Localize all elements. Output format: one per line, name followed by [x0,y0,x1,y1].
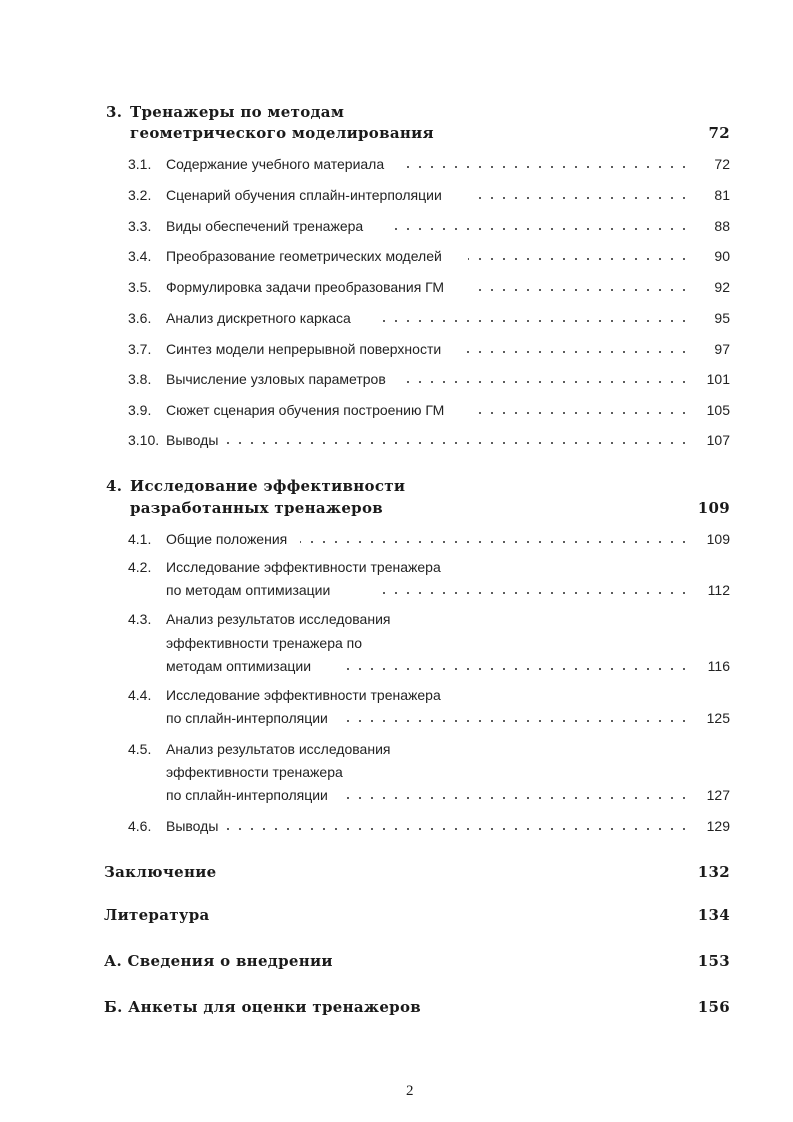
dot-leader [468,257,690,261]
chapter-4-title-line1[interactable]: Исследование эффективности [130,477,406,495]
section-page: 101 [706,371,730,387]
dot-leader [226,441,690,445]
section-number: 3.10. [128,432,160,448]
section-page: 92 [714,279,730,295]
section-number: 4.5. [128,741,152,757]
backmatter-page: 153 [697,952,730,970]
section-page: 109 [706,531,730,547]
dot-leader [464,350,690,354]
section-title-line: по методам оптимизации [166,582,331,598]
chapter-3-title-line1[interactable]: Тренажеры по методам [130,103,345,121]
dot-leader [474,288,690,292]
section-title-line: по сплайн-интерполяции [166,710,328,726]
section-number: 3.1. [128,156,152,172]
dot-leader [405,165,690,169]
section-number: 3.3. [128,218,152,234]
section-page: 88 [714,218,730,234]
section-page: 90 [714,248,730,264]
section-title: Общие положения [166,531,288,547]
dot-leader [393,227,690,231]
section-number: 3.8. [128,371,152,387]
backmatter-title: Заключение [104,863,217,881]
section-number: 3.9. [128,402,152,418]
dot-leader [342,667,690,671]
section-number: 4.2. [128,559,152,575]
backmatter-page: 134 [697,906,730,924]
section-title-line: эффективности тренажера [166,764,343,780]
section-title: Виды обеспечений тренажера [166,218,364,234]
section-title-line: Анализ результатов исследования [166,741,391,757]
dot-leader [342,796,690,800]
section-number: 3.6. [128,310,152,326]
section-title: Формулировка задачи преобразования ГМ [166,279,445,295]
backmatter-title: Б. Анкеты для оценки тренажеров [104,998,421,1016]
dot-leader [342,719,690,723]
section-title: Преобразование геометрических моделей [166,248,442,264]
section-number: 4.3. [128,611,152,627]
section-page: 97 [714,341,730,357]
dot-leader [300,540,690,544]
section-title-line: по сплайн-интерполяции [166,787,328,803]
backmatter-page: 156 [697,998,730,1016]
chapter-3-title-line2[interactable]: геометрического моделирования [130,124,434,142]
section-title-line: Исследование эффективности тренажера [166,687,441,703]
section-page: 129 [706,818,730,834]
page-number: 2 [406,1083,414,1099]
section-title: Синтез модели непрерывной поверхности [166,341,442,357]
section-title: Анализ дискретного каркаса [166,310,351,326]
section-number: 4.6. [128,818,152,834]
chapter-4-page: 109 [697,499,730,517]
chapter-3-number[interactable]: 3. [106,103,123,121]
section-title: Вычисление узловых параметров [166,371,386,387]
section-title-line: методам оптимизации [166,658,312,674]
section-title-line: Анализ результатов исследования [166,611,391,627]
dot-leader [402,380,690,384]
section-page: 107 [706,432,730,448]
section-number: 3.5. [128,279,152,295]
dot-leader [470,196,690,200]
section-title: Сюжет сценария обучения построению ГМ [166,402,445,418]
section-page: 125 [706,710,730,726]
section-page: 95 [714,310,730,326]
section-page: 105 [706,402,730,418]
backmatter-title: А. Сведения о внедрении [104,952,333,970]
chapter-4-number[interactable]: 4. [106,477,123,495]
chapter-4-title-line2[interactable]: разработанных тренажеров [130,499,384,517]
section-number: 4.4. [128,687,152,703]
dot-leader [474,411,690,415]
section-title-line: эффективности тренажера по [166,635,363,651]
section-number: 3.4. [128,248,152,264]
section-title: Содержание учебного материала [166,156,385,172]
section-number: 3.7. [128,341,152,357]
section-title-line: Исследование эффективности тренажера [166,559,441,575]
section-number: 4.1. [128,531,152,547]
dot-leader [226,827,690,831]
section-page: 81 [714,187,730,203]
dot-leader [382,591,690,595]
chapter-3-page: 72 [708,124,730,142]
section-number: 3.2. [128,187,152,203]
backmatter-page: 132 [697,863,730,881]
section-page: 72 [714,156,730,172]
section-title: Выводы [166,818,219,834]
section-title: Сценарий обучения сплайн-интерполяции [166,187,442,203]
backmatter-title: Литература [104,906,210,924]
dot-leader [378,319,690,323]
section-page: 112 [707,582,730,598]
section-title: Выводы [166,432,219,448]
section-page: 127 [706,787,730,803]
section-page: 116 [707,658,730,674]
